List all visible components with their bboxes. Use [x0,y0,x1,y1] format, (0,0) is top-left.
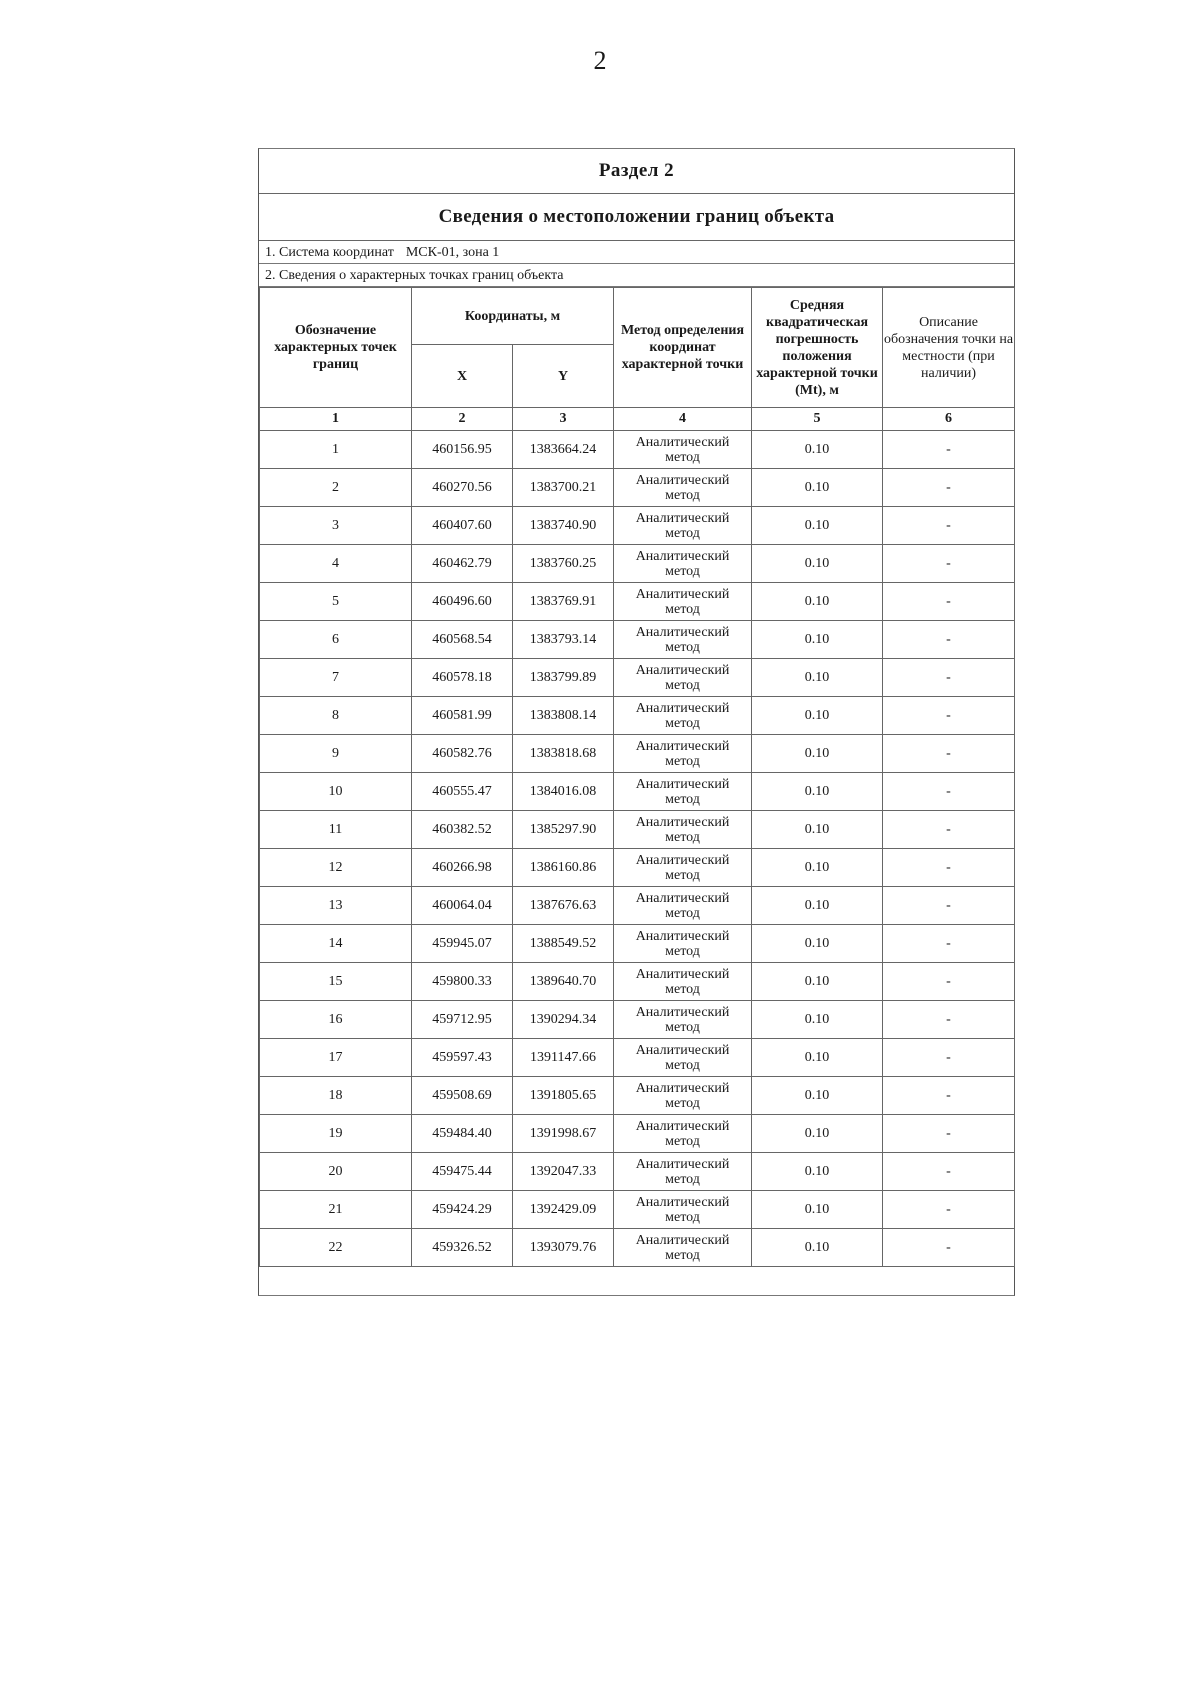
description-cell: - [883,1115,1015,1153]
table-row [260,469,1015,507]
table-row [260,583,1015,621]
method-line1: Аналитический [635,738,730,754]
column-number: 4 [614,408,752,431]
coordinate-system-label: 1. Система координат [265,245,394,260]
precision-cell: 0.10 [752,1115,883,1153]
method-line1: Аналитический [635,1232,730,1248]
description-cell: - [883,507,1015,545]
x-coordinate-cell: 460407.60 [412,507,513,545]
precision-cell: 0.10 [752,1153,883,1191]
x-coordinate-cell: 460156.95 [412,431,513,469]
table-row [260,1039,1015,1077]
table-row [260,621,1015,659]
table-row [260,659,1015,697]
precision-cell: 0.10 [752,773,883,811]
method-line2: метод [665,753,700,769]
method-cell [614,1153,752,1191]
x-coordinate-cell: 460266.98 [412,849,513,887]
method-line1: Аналитический [635,814,730,830]
table-row [260,697,1015,735]
boundary-points-table [259,287,1015,1267]
header-coordinates: Координаты, м [412,288,614,345]
page-number: 2 [593,46,607,75]
point-number-cell: 2 [260,469,412,507]
y-coordinate-cell: 1391998.67 [513,1115,614,1153]
description-cell: - [883,963,1015,1001]
method-line2: метод [665,525,700,541]
frame-bottom-gap [259,1267,1014,1303]
x-coordinate-cell: 460578.18 [412,659,513,697]
x-coordinate-cell: 459712.95 [412,1001,513,1039]
method-line2: метод [665,1057,700,1073]
point-number-cell: 15 [260,963,412,1001]
point-number-cell: 4 [260,545,412,583]
table-row [260,849,1015,887]
method-cell [614,545,752,583]
description-cell: - [883,469,1015,507]
precision-cell: 0.10 [752,1001,883,1039]
x-coordinate-cell: 460555.47 [412,773,513,811]
method-cell [614,925,752,963]
table-row [260,431,1015,469]
method-line1: Аналитический [635,434,730,450]
section-frame [258,148,1015,1296]
precision-cell: 0.10 [752,1229,883,1267]
points-caption: 2. Сведения о характерных точках границ объекта [259,264,1014,287]
method-line2: метод [665,943,700,959]
x-coordinate-cell: 459945.07 [412,925,513,963]
table-row [260,545,1015,583]
header-description: Описание обозначения точки на местности (при наличии) [883,288,1015,408]
method-line1: Аналитический [635,548,730,564]
precision-cell: 0.10 [752,963,883,1001]
method-line1: Аналитический [635,700,730,716]
y-coordinate-cell: 1388549.52 [513,925,614,963]
precision-cell: 0.10 [752,1039,883,1077]
x-coordinate-cell: 460568.54 [412,621,513,659]
point-number-cell: 6 [260,621,412,659]
table-row [260,1115,1015,1153]
precision-cell: 0.10 [752,507,883,545]
section-title: Раздел 2 [259,149,1014,194]
method-line2: метод [665,715,700,731]
point-number-cell: 18 [260,1077,412,1115]
method-cell [614,583,752,621]
method-cell [614,849,752,887]
description-cell: - [883,1229,1015,1267]
method-line1: Аналитический [635,624,730,640]
method-cell [614,697,752,735]
precision-cell: 0.10 [752,1077,883,1115]
precision-cell: 0.10 [752,659,883,697]
x-coordinate-cell: 460382.52 [412,811,513,849]
method-cell [614,773,752,811]
point-number-cell: 10 [260,773,412,811]
coordinate-system-line [259,241,1014,264]
header-point-designation: Обозначение характерных точек границ [260,288,412,408]
method-line1: Аналитический [635,928,730,944]
y-coordinate-cell: 1392047.33 [513,1153,614,1191]
method-line2: метод [665,829,700,845]
y-coordinate-cell: 1391147.66 [513,1039,614,1077]
method-cell [614,1229,752,1267]
point-number-cell: 1 [260,431,412,469]
point-number-cell: 13 [260,887,412,925]
x-coordinate-cell: 460581.99 [412,697,513,735]
x-coordinate-cell: 459597.43 [412,1039,513,1077]
method-line2: метод [665,1133,700,1149]
header-precision: Средняя квадратическая погрешность положения характерной точки (Mt), м [752,288,883,408]
precision-cell: 0.10 [752,697,883,735]
point-number-cell: 12 [260,849,412,887]
precision-cell: 0.10 [752,621,883,659]
header-x: X [412,345,513,408]
method-line1: Аналитический [635,776,730,792]
method-line1: Аналитический [635,662,730,678]
point-number-cell: 16 [260,1001,412,1039]
x-coordinate-cell: 459800.33 [412,963,513,1001]
point-number-cell: 3 [260,507,412,545]
header-y: Y [513,345,614,408]
table-row [260,1077,1015,1115]
description-cell: - [883,1001,1015,1039]
method-line2: метод [665,791,700,807]
y-coordinate-cell: 1383793.14 [513,621,614,659]
description-cell: - [883,583,1015,621]
description-cell: - [883,735,1015,773]
y-coordinate-cell: 1386160.86 [513,849,614,887]
method-line1: Аналитический [635,586,730,602]
column-number-row [260,408,1015,431]
method-line2: метод [665,1171,700,1187]
description-cell: - [883,811,1015,849]
point-number-cell: 8 [260,697,412,735]
x-coordinate-cell: 460582.76 [412,735,513,773]
method-cell [614,659,752,697]
method-cell [614,887,752,925]
x-coordinate-cell: 460270.56 [412,469,513,507]
description-cell: - [883,545,1015,583]
point-number-cell: 14 [260,925,412,963]
method-line2: метод [665,449,700,465]
table-row [260,773,1015,811]
precision-cell: 0.10 [752,811,883,849]
method-line2: метод [665,677,700,693]
x-coordinate-cell: 460462.79 [412,545,513,583]
y-coordinate-cell: 1383799.89 [513,659,614,697]
method-line1: Аналитический [635,1194,730,1210]
y-coordinate-cell: 1383664.24 [513,431,614,469]
method-cell [614,963,752,1001]
point-number-cell: 21 [260,1191,412,1229]
x-coordinate-cell: 459508.69 [412,1077,513,1115]
method-line1: Аналитический [635,472,730,488]
point-number-cell: 9 [260,735,412,773]
method-line1: Аналитический [635,1118,730,1134]
section-subtitle: Сведения о местоположении границ объекта [259,194,1014,241]
precision-cell: 0.10 [752,583,883,621]
method-line2: метод [665,905,700,921]
method-line1: Аналитический [635,1004,730,1020]
point-number-cell: 20 [260,1153,412,1191]
description-cell: - [883,887,1015,925]
description-cell: - [883,849,1015,887]
description-cell: - [883,659,1015,697]
method-line2: метод [665,1019,700,1035]
precision-cell: 0.10 [752,849,883,887]
y-coordinate-cell: 1393079.76 [513,1229,614,1267]
point-number-cell: 19 [260,1115,412,1153]
table-row [260,811,1015,849]
point-number-cell: 7 [260,659,412,697]
method-cell [614,735,752,773]
method-line2: метод [665,563,700,579]
x-coordinate-cell: 460064.04 [412,887,513,925]
y-coordinate-cell: 1383760.25 [513,545,614,583]
precision-cell: 0.10 [752,925,883,963]
y-coordinate-cell: 1383769.91 [513,583,614,621]
precision-cell: 0.10 [752,1191,883,1229]
y-coordinate-cell: 1383700.21 [513,469,614,507]
y-coordinate-cell: 1392429.09 [513,1191,614,1229]
method-line2: метод [665,1095,700,1111]
method-cell [614,507,752,545]
precision-cell: 0.10 [752,735,883,773]
method-line2: метод [665,1247,700,1263]
method-line1: Аналитический [635,852,730,868]
description-cell: - [883,1153,1015,1191]
y-coordinate-cell: 1383818.68 [513,735,614,773]
method-cell [614,1115,752,1153]
method-line1: Аналитический [635,890,730,906]
table-row [260,735,1015,773]
table-row [260,1001,1015,1039]
table-row [260,1153,1015,1191]
precision-cell: 0.10 [752,469,883,507]
description-cell: - [883,773,1015,811]
point-number-cell: 5 [260,583,412,621]
table-row [260,507,1015,545]
method-cell [614,1191,752,1229]
x-coordinate-cell: 460496.60 [412,583,513,621]
point-number-cell: 11 [260,811,412,849]
method-line1: Аналитический [635,510,730,526]
method-cell [614,469,752,507]
column-number: 3 [513,408,614,431]
method-line1: Аналитический [635,966,730,982]
method-line2: метод [665,639,700,655]
description-cell: - [883,1077,1015,1115]
precision-cell: 0.10 [752,545,883,583]
precision-cell: 0.10 [752,431,883,469]
method-line1: Аналитический [635,1156,730,1172]
point-number-cell: 22 [260,1229,412,1267]
method-line2: метод [665,601,700,617]
method-cell [614,1077,752,1115]
method-cell [614,621,752,659]
method-cell [614,811,752,849]
y-coordinate-cell: 1384016.08 [513,773,614,811]
table-row [260,1229,1015,1267]
column-number: 1 [260,408,412,431]
y-coordinate-cell: 1389640.70 [513,963,614,1001]
column-number: 5 [752,408,883,431]
x-coordinate-cell: 459424.29 [412,1191,513,1229]
method-line2: метод [665,981,700,997]
x-coordinate-cell: 459484.40 [412,1115,513,1153]
precision-cell: 0.10 [752,887,883,925]
method-cell [614,1001,752,1039]
y-coordinate-cell: 1391805.65 [513,1077,614,1115]
description-cell: - [883,697,1015,735]
description-cell: - [883,431,1015,469]
column-number: 2 [412,408,513,431]
y-coordinate-cell: 1385297.90 [513,811,614,849]
coordinate-system-value: МСК-01, зона 1 [405,245,500,260]
method-line1: Аналитический [635,1042,730,1058]
table-row [260,963,1015,1001]
method-line2: метод [665,1209,700,1225]
y-coordinate-cell: 1383740.90 [513,507,614,545]
x-coordinate-cell: 459475.44 [412,1153,513,1191]
description-cell: - [883,621,1015,659]
description-cell: - [883,1191,1015,1229]
table-row [260,925,1015,963]
description-cell: - [883,1039,1015,1077]
description-cell: - [883,925,1015,963]
point-number-cell: 17 [260,1039,412,1077]
method-line2: метод [665,487,700,503]
y-coordinate-cell: 1383808.14 [513,697,614,735]
method-line2: метод [665,867,700,883]
x-coordinate-cell: 459326.52 [412,1229,513,1267]
method-line1: Аналитический [635,1080,730,1096]
method-cell [614,1039,752,1077]
table-row [260,887,1015,925]
header-method: Метод определения координат характерной точки [614,288,752,408]
column-number: 6 [883,408,1015,431]
method-cell [614,431,752,469]
y-coordinate-cell: 1390294.34 [513,1001,614,1039]
y-coordinate-cell: 1387676.63 [513,887,614,925]
table-row [260,1191,1015,1229]
